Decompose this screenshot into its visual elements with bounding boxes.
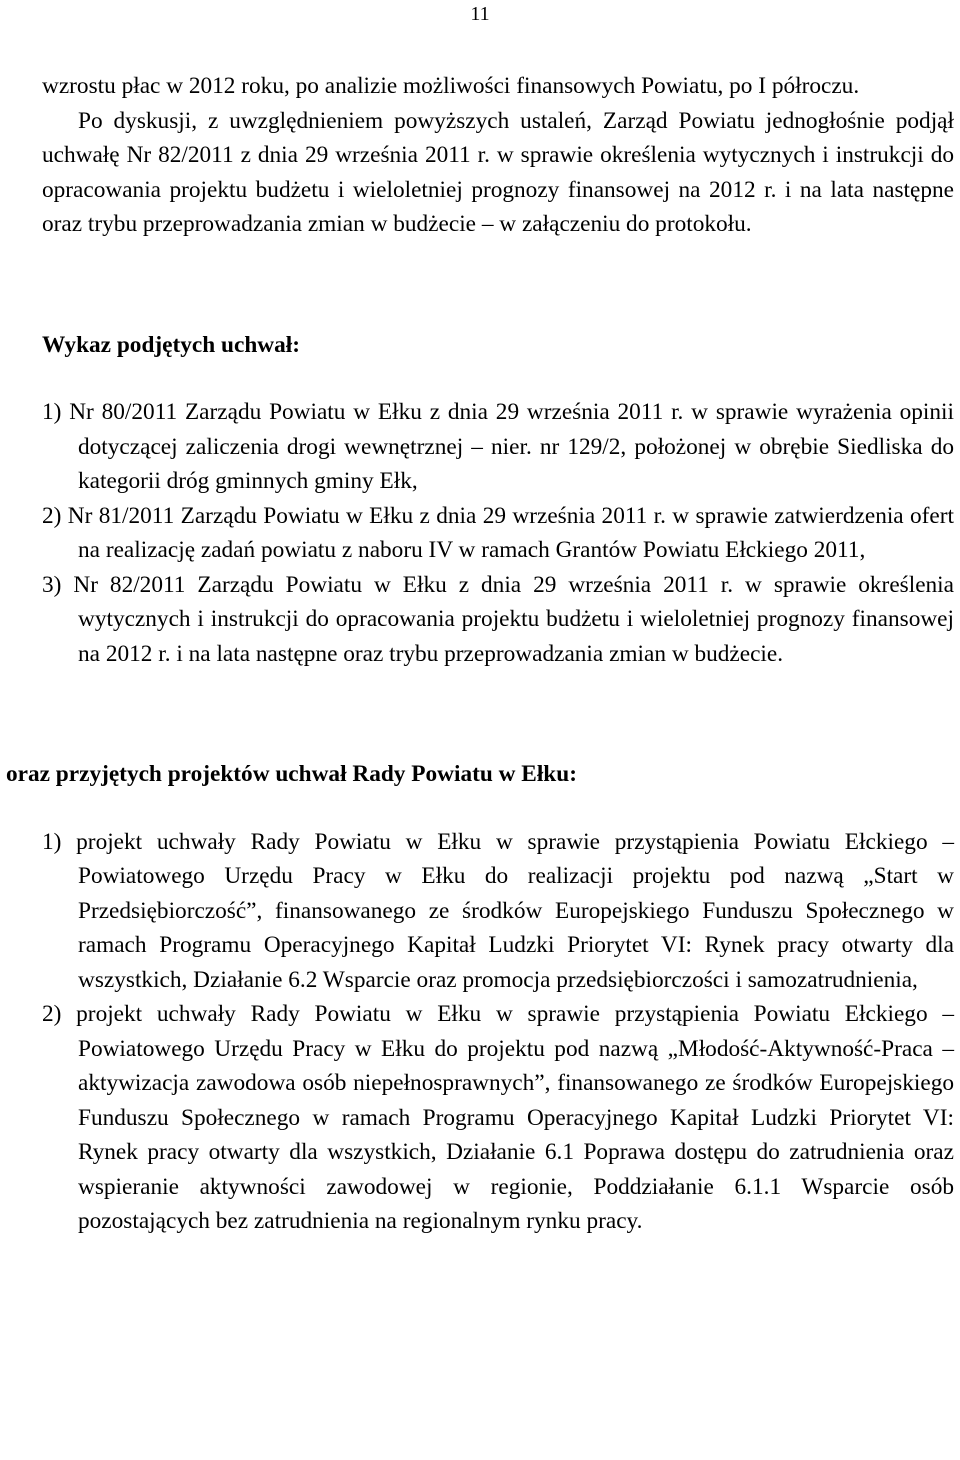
resolutions-list — [6, 395, 954, 671]
project-item-1: 1) projekt uchwały Rady Powiatu w Ełku w sprawie przystąpienia Powiatu Ełckiego – Powiatowego Urzędu Pracy w Ełku do realizacji projektu pod nazwą „Start w Przedsiębiorczość”, finansowanego ze środków Europejskiego Funduszu Społecznego w ramach Programu Operacyjnego Kapitał Ludzki Priorytet VI: Rynek pracy otwarty dla wszystkich, Działanie 6.2 Wsparcie oraz promocja przedsiębiorczości i samozatrudnienia, — [42, 828, 954, 993]
resolutions-heading: Wykaz podjętych uchwał: — [42, 331, 300, 358]
resolution-item-2: 2) Nr 81/2011 Zarządu Powiatu w Ełku z dnia 29 września 2011 r. w sprawie zatwierdzenia ofert na realizację zadań powiatu z naboru IV w ramach Grantów Powiatu Ełckiego 2011, — [42, 502, 954, 563]
resolution-item-1: 1) Nr 80/2011 Zarządu Powiatu w Ełku z dnia 29 września 2011 r. w sprawie wyrażenia opinii dotyczącej zaliczenia drogi wewnętrznej – nier. nr 129/2, położonej w obrębie Siedliska do kategorii dróg gminnych gminy Ełk, — [42, 399, 954, 494]
document-body — [6, 69, 954, 1239]
projects-list — [6, 825, 954, 1239]
intro-paragraph-discussion: Po dyskusji, z uwzględnieniem powyższych ustaleń, Zarząd Powiatu jednogłośnie podjął uchwałę Nr 82/2011 z dnia 29 września 2011 r. w sprawie określenia wytycznych i instrukcji do opracowania projektu budżetu i wieloletniej prognozy finansowej na 2012 r. i na lata następne oraz trybu przeprowadzania zmian w budżecie – w załączeniu do protokołu. — [42, 107, 954, 237]
intro-paragraph-continuation: wzrostu płac w 2012 roku, po analizie możliwości finansowych Powiatu, po I półroczu. — [42, 73, 860, 99]
page-number: 11 — [470, 3, 490, 25]
resolution-item-3: 3) Nr 82/2011 Zarządu Powiatu w Ełku z dnia 29 września 2011 r. w sprawie określenia wytycznych i instrukcji do opracowania projektu budżetu i wieloletniej prognozy finansowej na 2012 r. i na lata następne oraz trybu przeprowadzania zmian w budżecie. — [42, 571, 954, 667]
projects-heading: oraz przyjętych projektów uchwał Rady Powiatu w Ełku: — [6, 761, 577, 787]
project-item-2: 2) projekt uchwały Rady Powiatu w Ełku w sprawie przystąpienia Powiatu Ełckiego – Powiatowego Urzędu Pracy w Ełku do projektu pod nazwą „Młodość-Aktywność-Praca – aktywizacja zawodowa osób niepełnosprawnych”, finansowanego ze środków Europejskiego Funduszu Społecznego w ramach Programu Operacyjnego Kapitał Ludzki Priorytet VI: Rynek pracy otwarty dla wszystkich, Działanie 6.1 Poprawa dostępu do zatrudnienia oraz wspieranie aktywności zawodowej w regionie, Poddziałanie 6.1.1 Wsparcie osób pozostających bez zatrudnienia na regionalnym rynku pracy. — [42, 1001, 954, 1234]
